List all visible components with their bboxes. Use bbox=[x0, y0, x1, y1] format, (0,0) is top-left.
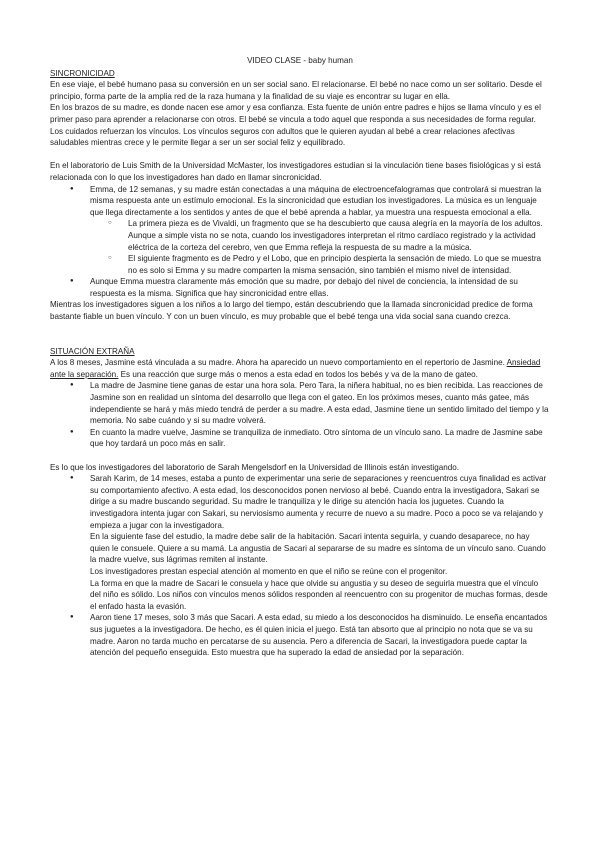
paragraph: En los brazos de su madre, es donde nacen ese amor y esa confianza. Esta fuente de unión entre padres e hijos se llama vínculo y es el primer paso para aprender a relacionarse con otros. El bebé se vincula a todo aquel que responda a sus necesidades de forma regular. bbox=[50, 103, 541, 124]
list-item: ● Aunque Emma muestra claramente más emoción que su madre, por debajo del nivel de conciencia, la intensidad de su respuesta es la misma. Significa que hay sincronicidad entre ellas. bbox=[70, 276, 550, 299]
paragraph: ● Sarah Karim, de 14 meses, estaba a punto de experimentar una serie de separaciones y reencuentros cuya finalidad es activar su comportamiento afectivo. A esta edad, los desconocidos ponen nervioso al bebé. Cuando entra la investigadora, Sakari se dirige a su madre buscando seguridad. Su madre le tranquiliza y le dirige su atención hacia los juguetes. Cuando la investigadora intenta jugar con Sakari, su nerviosismo aumenta y recurre de nuevo a su madre. Poco a poco se va relajando y empieza a jugar con la investigadora. bbox=[90, 474, 547, 530]
sub-list-item: ○ La primera pieza es de Vivaldi, un fragmento que se ha descubierto que causa alegría en la mayoría de los adultos. Aunque a simple vista no se nota, cuando los investigadores interpretan el ritmo cardíaco registrado y la actividad eléctrica de la corteza del cerebro, ven que Emma refleja la respuesta de su madre a la música. bbox=[108, 218, 550, 253]
paragraph: Los investigadores prestan especial atención al momento en que el niño se reúne con el progenitor. bbox=[90, 566, 448, 576]
paragraph: La forma en que la madre de Sacari le consuela y hace que olvide su angustia y su deseo de seguirla muestra que el vínculo del niño es sólido. Los niños con vínculos menos sólidos responden al reencuentro con su progenitor de muchas formas, desde el enfado hasta la evasión. bbox=[90, 578, 548, 611]
bullet-list bbox=[50, 380, 550, 450]
list-item: ● Emma, de 12 semanas, y su madre están conectadas a una máquina de electroencefalogramas que controlará si muestran la misma respuesta ante un estímulo emocional. Es la sincronicidad que estudian los investigadores. La música es un lenguaje que llega directamente a los sentidos y antes de que el bebé aprenda a hablar, ya muestra una respuesta emocional a ella. bbox=[70, 184, 550, 219]
intro-text: Es una reacción que surge más o menos a esta edad en todos los bebés y va de la mano de gateo. bbox=[118, 369, 478, 379]
document-title: VIDEO CLASE - baby human bbox=[247, 56, 353, 65]
list-item: ● La madre de Jasmine tiene ganas de estar una hora sola. Pero Tara, la niñera habitual, no es bien recibida. Las reacciones de Jasmine son en realidad un síntoma del desarrollo que llega con el gateo. En los próximos meses, cuanto más gatee, más independiente se hará y más miedo tendrá de perder a su madre. A esta edad, Jasmine tiene un sentido limitado del tiempo y la memoria. No sabe cuándo y si su madre volverá. bbox=[70, 380, 550, 426]
section-heading-situacion-extrana: SITUACIÓN EXTRAÑA bbox=[50, 346, 135, 356]
list-item: ● En cuanto la madre vuelve, Jasmine se tranquiliza de inmediato. Otro síntoma de un vínculo sano. La madre de Jasmine sabe que hoy tardará un poco más en salir. bbox=[70, 427, 550, 450]
paragraph: En ese viaje, el bebé humano pasa su conversión en un ser social sano. El relacionarse. El bebé no nace como un ser solitario. Desde el principio, forma parte de la amplia red de la raza humana y la finalidad de su viaje es encontrar su lugar en ella. bbox=[50, 80, 542, 101]
paragraph: En el laboratorio de Luis Smith de la Universidad McMaster, los investigadores estudian si la vinculación tiene bases fisiológicas y si está relacionada con lo que los investigadores han dado en llamar sincronicidad. bbox=[50, 161, 541, 182]
list-item bbox=[70, 473, 550, 612]
paragraph: Mientras los investigadores siguen a los niños a lo largo del tiempo, están descubriendo que la llamada sincronicidad predice de forma bastante fiable un buen vínculo. Y con un buen vínculo, es muy probable que el bebé tenga una vida social sana cuando crezca. bbox=[50, 300, 533, 322]
paragraph: Es lo que los investigadores del laboratorio de Sarah Mengelsdorf en la Universidad de Illinois están investigando. bbox=[50, 462, 459, 472]
paragraph bbox=[50, 357, 550, 380]
list-item: ● Aaron tiene 17 meses, solo 3 más que Sacari. A esta edad, su miedo a los desconocidos ha disminuido. Le enseña encantados sus juguetes a la investigadora. De hecho, es él quien inicia el juego. Está tan absorto que al principio no nota que se va su madre. Aaron no tarda mucho en percatarse de su ausencia. Pero a diferencia de Sacari, la investigadora puede captar la atención del pequeño enseguida. Esto muestra que ha superado la edad de ansiedad por la separación. bbox=[70, 612, 550, 658]
bullet-list bbox=[50, 184, 550, 219]
intro-text: A los 8 meses, Jasmine está vinculada a su madre. Ahora ha aparecido un nuevo comportamiento en el repertorio de Jasmine. bbox=[50, 358, 507, 368]
paragraph: Los cuidados refuerzan los vínculos. Los vínculos seguros con adultos que le quieren ayudan al bebé a crear relaciones afectivas saludables mientras crece y le permite llegar a ser un ser social feliz y equilibrado. bbox=[50, 126, 515, 148]
bullet-list bbox=[50, 276, 550, 299]
paragraph: En la siguiente fase del estudio, la madre debe salir de la habitación. Sacari intenta seguirla, y cuando desaparece, no hay quien le consuele. Quiere a su mamá. La angustia de Sacari al separarse de su madre es síntoma de un vínculo sano. Cuando la madre vuelve, sus lágrimas remiten al instante. bbox=[90, 532, 546, 565]
sub-list-item: ○ El siguiente fragmento es de Pedro y el Lobo, que en principio despierta la sensación de miedo. Lo que se muestra no es solo si Emma y su madre comparten la misma sensación, sino también el mismo nivel de intensidad. bbox=[108, 253, 550, 276]
sub-bullet-list bbox=[50, 218, 550, 276]
underlined-term: Ansiedad ante la separación. bbox=[50, 358, 541, 379]
bullet-list bbox=[50, 473, 550, 659]
document-page bbox=[50, 55, 550, 659]
section-heading-sincronicidad: SINCRONICIDAD bbox=[50, 68, 115, 78]
